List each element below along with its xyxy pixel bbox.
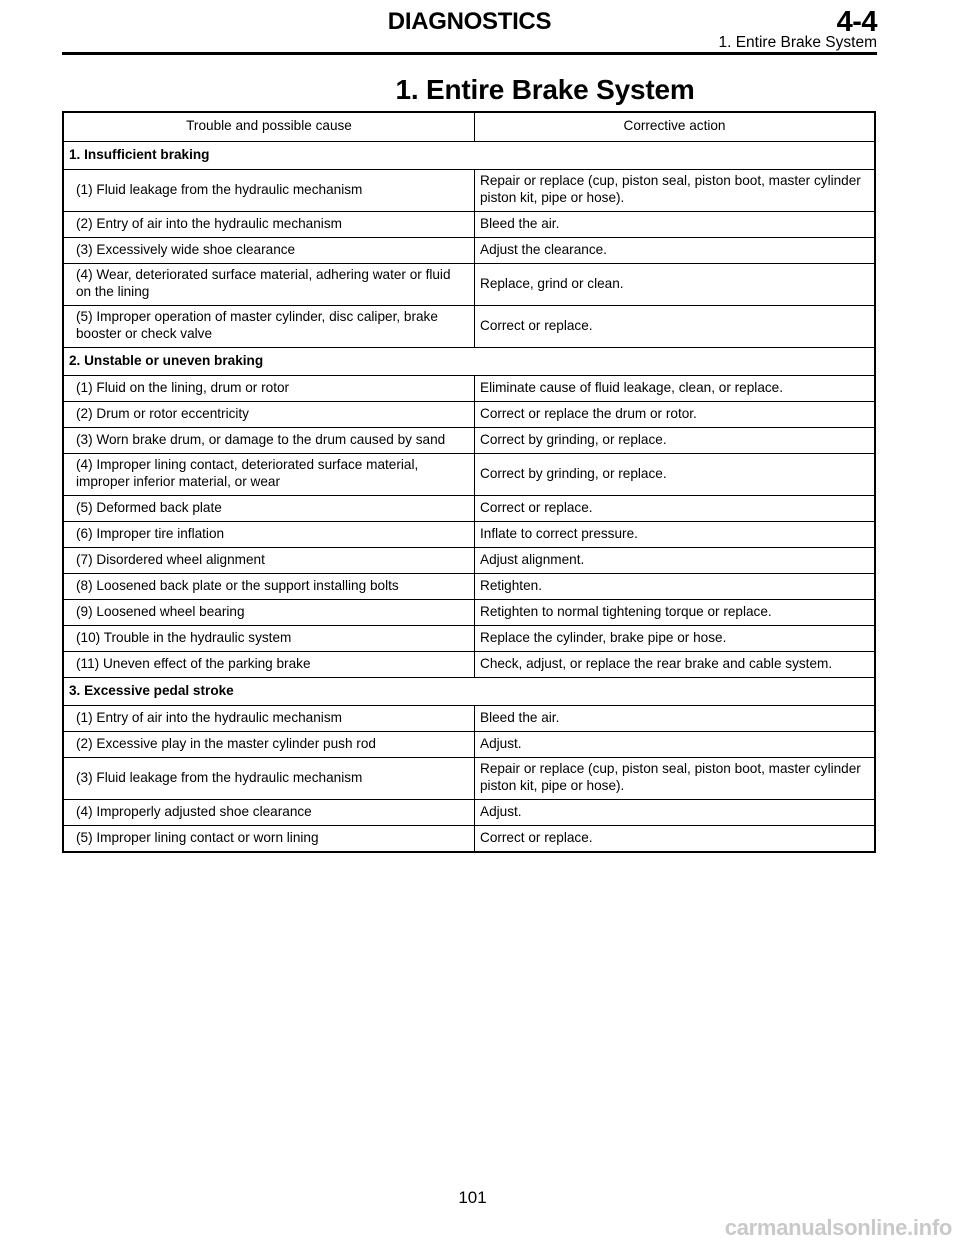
cause-cell: (4) Improper lining contact, deteriorated surface material, improper inferior material, or wear (63, 454, 475, 496)
table-header-row (63, 112, 875, 142)
header-divider (62, 52, 877, 55)
action-cell: Correct by grinding, or replace. (475, 428, 876, 454)
table-row (63, 212, 875, 238)
cause-cell: (5) Improper operation of master cylinder, disc caliper, brake booster or check valve (63, 306, 475, 348)
table-row (63, 238, 875, 264)
group-header-row (63, 142, 875, 170)
cause-cell: (1) Entry of air into the hydraulic mechanism (63, 706, 475, 732)
action-cell: Inflate to correct pressure. (475, 522, 876, 548)
cause-cell: (3) Worn brake drum, or damage to the drum caused by sand (63, 428, 475, 454)
action-cell: Bleed the air. (475, 706, 876, 732)
action-cell: Retighten. (475, 574, 876, 600)
action-cell: Retighten to normal tightening torque or replace. (475, 600, 876, 626)
group-title: 1. Insufficient braking (63, 142, 875, 170)
action-cell: Replace the cylinder, brake pipe or hose. (475, 626, 876, 652)
cause-cell: (3) Fluid leakage from the hydraulic mechanism (63, 758, 475, 800)
trouble-table (62, 111, 876, 853)
action-cell: Replace, grind or clean. (475, 264, 876, 306)
action-cell: Correct or replace. (475, 826, 876, 853)
cause-cell: (4) Wear, deteriorated surface material, adhering water or fluid on the lining (63, 264, 475, 306)
page-number: 101 (458, 1188, 487, 1207)
group-header-row (63, 348, 875, 376)
header-section-title: DIAGNOSTICS (387, 8, 552, 35)
action-cell: Adjust. (475, 800, 876, 826)
cause-cell: (5) Deformed back plate (63, 496, 475, 522)
page-header (62, 4, 877, 54)
header-subtitle: 1. Entire Brake System (718, 34, 877, 51)
table-row (63, 496, 875, 522)
action-cell: Adjust alignment. (475, 548, 876, 574)
action-cell: Bleed the air. (475, 212, 876, 238)
table-row (63, 376, 875, 402)
page-title: 1. Entire Brake System (395, 74, 695, 105)
table-row (63, 626, 875, 652)
table-row (63, 522, 875, 548)
cause-cell: (3) Excessively wide shoe clearance (63, 238, 475, 264)
group-header-row (63, 678, 875, 706)
cause-cell: (11) Uneven effect of the parking brake (63, 652, 475, 678)
action-cell: Adjust the clearance. (475, 238, 876, 264)
cause-cell: (5) Improper lining contact or worn lining (63, 826, 475, 853)
table-row (63, 800, 875, 826)
action-cell: Check, adjust, or replace the rear brake and cable system. (475, 652, 876, 678)
table-row (63, 706, 875, 732)
cause-cell: (7) Disordered wheel alignment (63, 548, 475, 574)
action-cell: Correct or replace the drum or rotor. (475, 402, 876, 428)
group-title: 3. Excessive pedal stroke (63, 678, 875, 706)
column-header-action: Corrective action (475, 112, 876, 142)
cause-cell: (4) Improperly adjusted shoe clearance (63, 800, 475, 826)
action-cell: Eliminate cause of fluid leakage, clean, or replace. (475, 376, 876, 402)
table-row (63, 758, 875, 800)
cause-cell: (2) Drum or rotor eccentricity (63, 402, 475, 428)
table-row (63, 264, 875, 306)
action-cell: Repair or replace (cup, piston seal, piston boot, master cylinder piston kit, pipe or hose). (475, 758, 876, 800)
table-row (63, 548, 875, 574)
table-row (63, 574, 875, 600)
cause-cell: (1) Fluid leakage from the hydraulic mechanism (63, 170, 475, 212)
table-row (63, 652, 875, 678)
action-cell: Correct or replace. (475, 496, 876, 522)
action-cell: Correct or replace. (475, 306, 876, 348)
action-cell: Adjust. (475, 732, 876, 758)
table-row (63, 170, 875, 212)
cause-cell: (10) Trouble in the hydraulic system (63, 626, 475, 652)
action-cell: Repair or replace (cup, piston seal, piston boot, master cylinder piston kit, pipe or hose). (475, 170, 876, 212)
table-row (63, 428, 875, 454)
cause-cell: (2) Excessive play in the master cylinder push rod (63, 732, 475, 758)
cause-cell: (1) Fluid on the lining, drum or rotor (63, 376, 475, 402)
cause-cell: (6) Improper tire inflation (63, 522, 475, 548)
column-header-cause: Trouble and possible cause (63, 112, 475, 142)
group-title: 2. Unstable or uneven braking (63, 348, 875, 376)
action-cell: Correct by grinding, or replace. (475, 454, 876, 496)
table-row (63, 306, 875, 348)
table-row (63, 454, 875, 496)
table-row (63, 600, 875, 626)
header-chapter-number: 4-4 (836, 6, 877, 38)
table-row (63, 402, 875, 428)
cause-cell: (9) Loosened wheel bearing (63, 600, 475, 626)
watermark-text: carmanualsonline.info (724, 1215, 952, 1240)
table-row (63, 732, 875, 758)
cause-cell: (2) Entry of air into the hydraulic mechanism (63, 212, 475, 238)
cause-cell: (8) Loosened back plate or the support installing bolts (63, 574, 475, 600)
table-row (63, 826, 875, 853)
